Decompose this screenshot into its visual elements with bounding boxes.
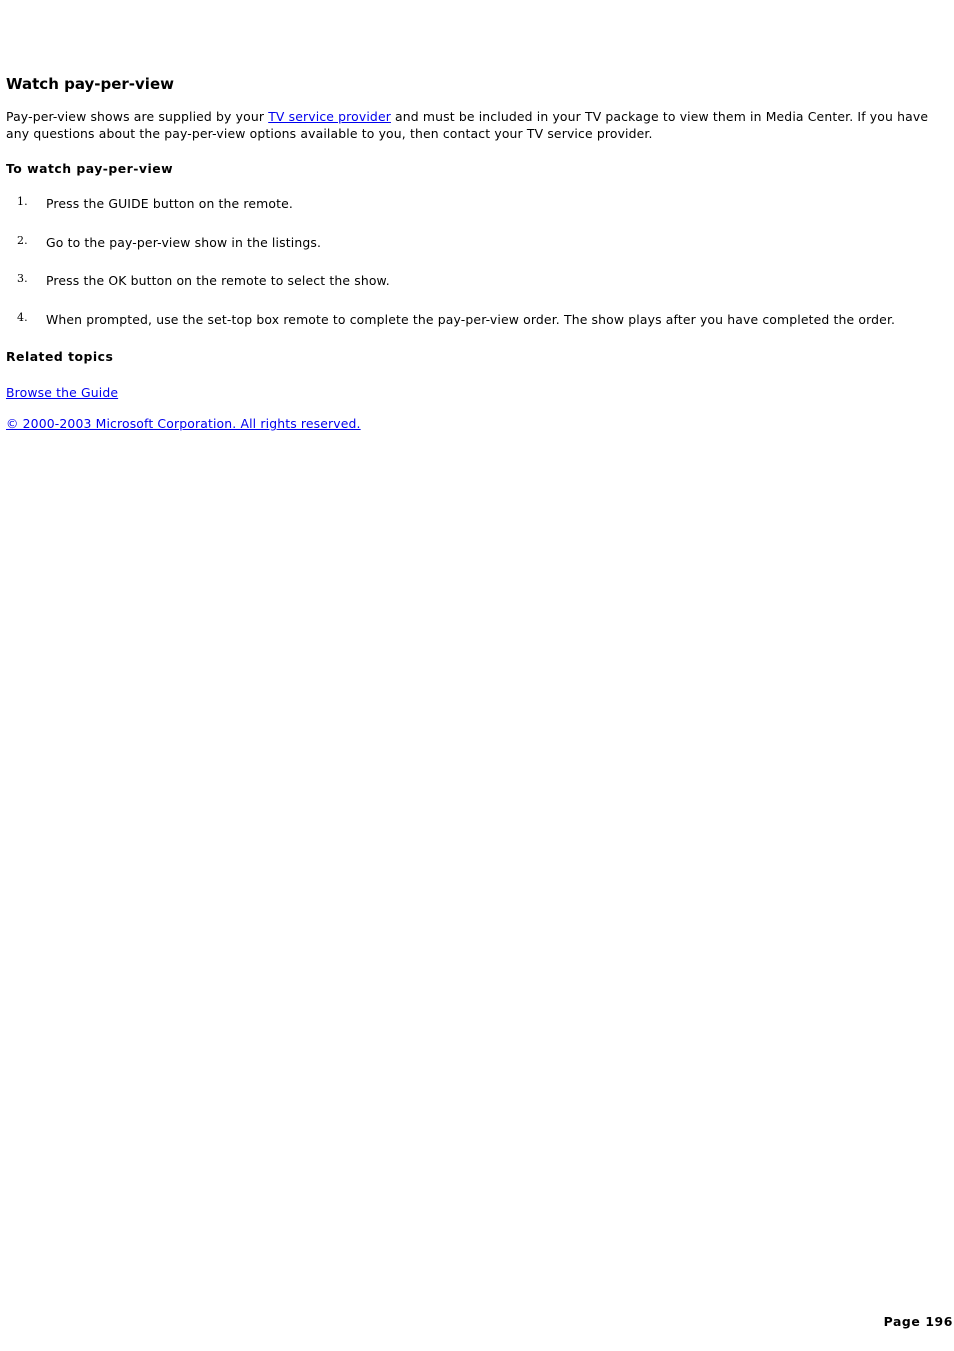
intro-paragraph — [6, 109, 950, 142]
step-number: 2. — [17, 233, 28, 247]
steps-list — [6, 196, 950, 328]
copyright-link[interactable]: © 2000-2003 Microsoft Corporation. All rights reserved. — [6, 416, 361, 432]
step-item-3 — [6, 273, 950, 290]
step-text: Press the OK button on the remote to select the show. — [46, 273, 390, 289]
intro-text-before: Pay-per-view shows are supplied by your — [6, 109, 269, 124]
step-number: 4. — [17, 310, 28, 324]
procedure-heading: To watch pay-per-view — [6, 161, 174, 177]
step-number: 3. — [17, 272, 28, 286]
step-item-2 — [6, 235, 950, 252]
page-title: Watch pay-per-view — [6, 75, 174, 93]
intro-text-after: and must be included in your TV package to view them in Media Center. If you have any questions about the pay-per-view options available to you, then contact your TV service provider. — [6, 109, 929, 141]
article — [6, 74, 950, 433]
step-text: Press the GUIDE button on the remote. — [46, 196, 293, 212]
copyright — [6, 416, 950, 433]
page-number: Page 196 — [883, 1314, 953, 1329]
step-item-1 — [6, 196, 950, 213]
step-number: 1. — [17, 195, 28, 209]
step-text: Go to the pay-per-view show in the listings. — [46, 234, 322, 250]
related-topics-heading: Related topics — [6, 348, 114, 364]
browse-the-guide-link[interactable]: Browse the Guide — [6, 384, 119, 400]
step-item-4 — [6, 312, 950, 329]
step-text: When prompted, use the set-top box remote to complete the pay-per-view order. The show plays after you have completed the order. — [46, 311, 896, 327]
related-links — [6, 385, 950, 402]
tv-service-provider-link[interactable]: TV service provider — [268, 109, 391, 124]
